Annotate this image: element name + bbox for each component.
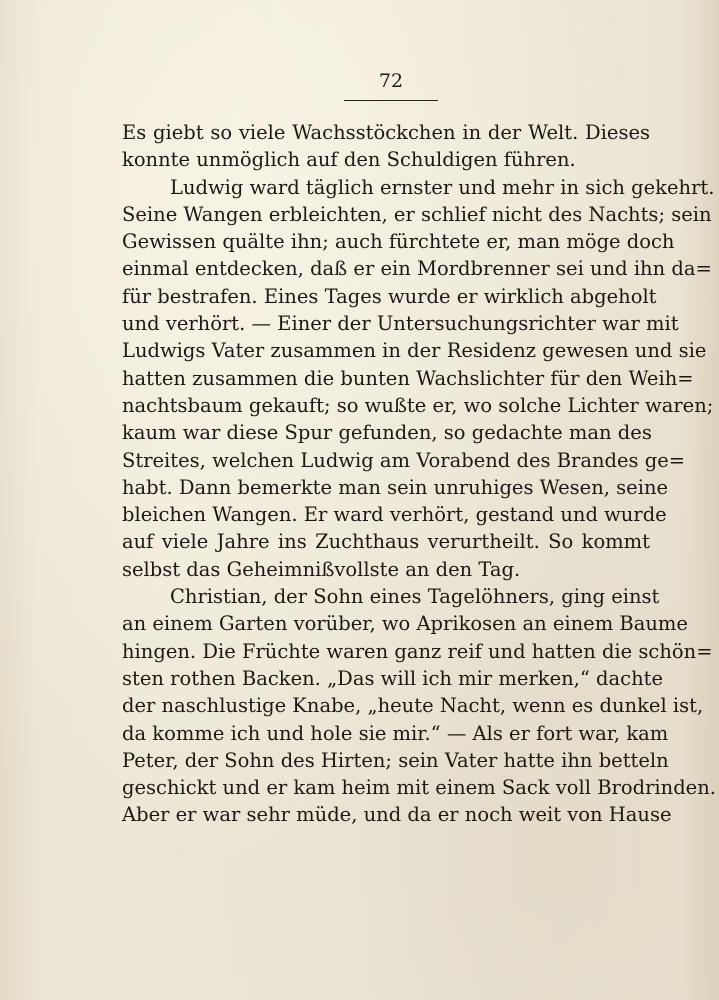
text-line: und verhört. — Einer der Untersuchungsrichter war mit — [122, 312, 679, 336]
text-line: nachtsbaum gekauft; so wußte er, wo solche Lichter waren; — [122, 393, 714, 417]
page-number: 72 — [378, 70, 404, 92]
text-line: der naschlustige Knabe, „heute Nacht, wenn es dunkel ist, — [122, 694, 704, 718]
body-text — [122, 119, 716, 829]
text-line: habt. Dann bemerkte man sein unruhiges Wesen, seine — [122, 475, 669, 499]
text-line: Christian, der Sohn eines Tagelöhners, ging einst — [170, 585, 660, 609]
text-line: konnte unmöglich auf den Schuldigen führen. — [122, 148, 576, 172]
text-line: Peter, der Sohn des Hirten; sein Vater hatte ihn betteln — [122, 748, 669, 772]
text-line: Ludwigs Vater zusammen in der Residenz gewesen und sie — [122, 339, 707, 363]
text-line: hingen. Die Früchte waren ganz reif und hatten die schön= — [122, 639, 713, 663]
text-line: einmal entdecken, daß er ein Mordbrenner sei und ihn da= — [122, 257, 712, 281]
text-line: Streites, welchen Ludwig am Vorabend des Brandes ge= — [122, 448, 686, 472]
text-line: an einem Garten vorüber, wo Aprikosen an einem Baume — [122, 612, 688, 636]
text-line: Gewissen quälte ihn; auch fürchtete er, man möge doch — [122, 230, 675, 254]
text-line: Ludwig ward täglich ernster und mehr in sich gekehrt. — [170, 175, 715, 199]
text-line: da komme ich und hole sie mir.“ — Als er fort war, kam — [122, 721, 669, 745]
text-line: Seine Wangen erbleichten, er schlief nicht des Nachts; sein — [122, 202, 712, 226]
header-rule — [344, 100, 438, 101]
text-line: geschickt und er kam heim mit einem Sack voll Brodrinden. — [122, 776, 716, 800]
text-line: kaum war diese Spur gefunden, so gedachte man des — [122, 421, 652, 445]
text-line: selbst das Geheimnißvollste an den Tag. — [122, 557, 521, 581]
text-line: für bestrafen. Eines Tages wurde er wirklich abgeholt — [122, 284, 657, 308]
text-line: Es giebt so viele Wachsstöckchen in der Welt. Dieses — [122, 121, 650, 144]
text-line: Aber er war sehr müde, und da er noch weit von Hause — [122, 803, 672, 827]
text-line: auf viele Jahre ins Zuchthaus verurtheilt. So kommt — [122, 530, 650, 554]
text-line: hatten zusammen die bunten Wachslichter für den Weih= — [122, 366, 694, 390]
text-line: sten rothen Backen. „Das will ich mir merken,“ dachte — [122, 666, 664, 690]
text-line: bleichen Wangen. Er ward verhört, gestand und wurde — [122, 503, 667, 527]
